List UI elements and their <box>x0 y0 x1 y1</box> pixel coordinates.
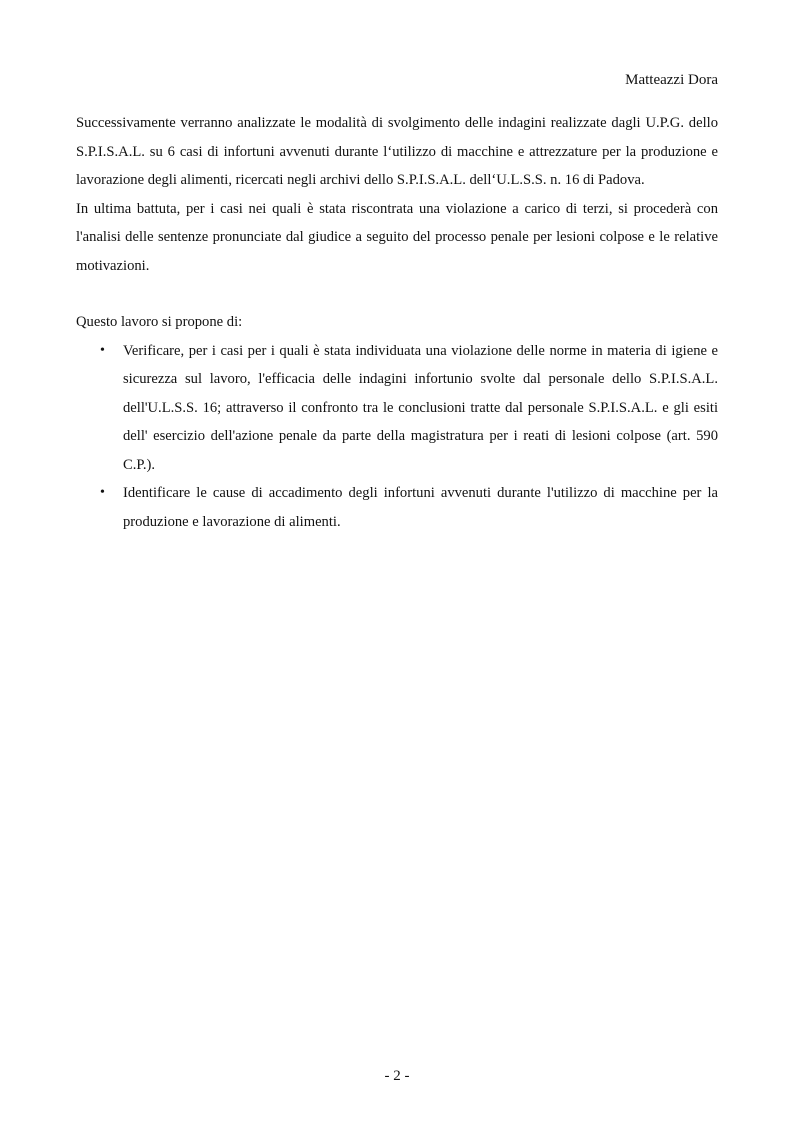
paragraph-spacer <box>76 280 718 308</box>
bullet-icon: • <box>100 485 105 500</box>
paragraph-methods: Successivamente verranno analizzate le modalità di svolgimento delle indagini realizzate dagli U.P.G. dello S.P.I.S.A.L. su 6 casi di infortuni avvenuti durante l‘utilizzo di macchine e attrezzature per la produzione e lavorazione degli alimenti, ricercati negli archivi dello S.P.I.S.A.L. dell‘U.L.S.S. n. 16 di Padova. <box>76 115 718 188</box>
list-item <box>76 337 718 480</box>
objectives-intro: Questo lavoro si propone di: <box>76 314 243 330</box>
objectives-list <box>76 337 718 537</box>
list-item-text: Identificare le cause di accadimento degli infortuni avvenuti durante l'utilizzo di macchine per la produzione e lavorazione di alimenti. <box>123 485 718 530</box>
list-item-text: Verificare, per i casi per i quali è stata individuata una violazione delle norme in materia di igiene e sicurezza sul lavoro, l'efficacia delle indagini infortunio svolte dal personale dello S.P.I.S.A.L. dell'U.L.S.S. 16; attraverso il confronto tra le conclusioni tratte dal personale S.P.I.S.A.L. e gli esiti dell' esercizio dell'azione penale da parte della magistratura per i reati di lesioni colpose (art. 590 C.P.). <box>123 342 718 473</box>
paragraph-sentences: In ultima battuta, per i casi nei quali è stata riscontrata una violazione a carico di terzi, si procederà con l'analisi delle sentenze pronunciate dal giudice a seguito del processo penale per lesioni colpose e le relative motivazioni. <box>76 200 718 274</box>
page-number: - 2 - <box>384 1068 410 1084</box>
document-body <box>76 109 718 536</box>
list-item <box>76 479 718 536</box>
header-author: Matteazzi Dora <box>625 72 718 88</box>
bullet-icon: • <box>100 342 105 358</box>
